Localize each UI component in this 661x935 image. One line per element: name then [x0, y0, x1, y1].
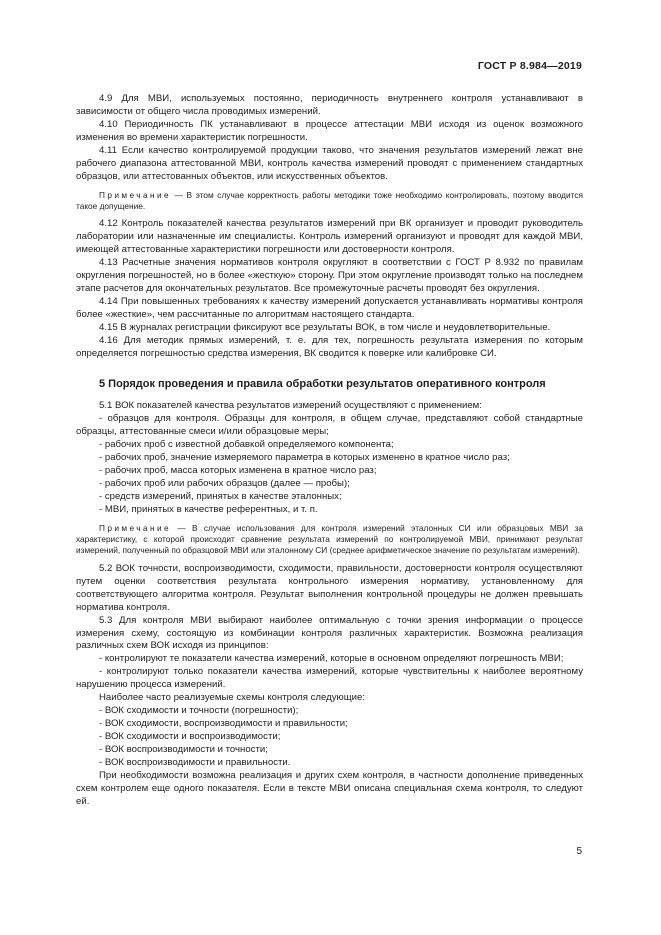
paragraph-4-9: 4.9 Для МВИ, используемых постоянно, периодичность внутреннего контроля устанавливают в зависимости от общего числа проводимых измерений.	[76, 93, 583, 117]
paragraph-5-3-final: При необходимости возможна реализация и других схем контроля, в частности дополнение приведенных схем контролем еще одного показателя. Если в тексте МВИ описана специальная схема контроля, то следуют ей.	[76, 770, 583, 807]
paragraph-4-13: 4.13 Расчетные значения нормативов контроля округляют в соответствии с ГОСТ Р 8.932 по правилам округления погрешностей, но в более «жесткую» сторону. При этом округление производят только на последнем этапе расчетов для окончательных результатов. Все промежуточные расчеты проводят без округления.	[76, 257, 583, 295]
paragraph-5-3-schemes: Наиболее часто реализуемые схемы контроля следующие:	[99, 692, 365, 704]
list-item: - ВОК воспроизводимости и точности;	[99, 744, 268, 756]
page-number: 5	[576, 846, 582, 857]
list-item: - ВОК сходимости и точности (погрешности);	[99, 705, 299, 717]
note-2-label: Примечание	[99, 522, 172, 533]
paragraph-4-12: 4.12 Контроль показателей качества результатов измерений при ВК организует и проводит руководитель лаборатории или назначенные им специалисты. Контроль измерений организуют и проводят для каждой МВИ, имеющей аттестованные характеристики погрешности или достоверности контроля.	[76, 218, 583, 256]
paragraph-5-2: 5.2 ВОК точности, воспроизводимости, сходимости, правильности, достоверности контроля осуществляют путем оценки соответствия результата контрольного измерения нормативу, установленному для соответствующего алгоритма контроля. Результат выполнения контрольной процедуры не должен превышать норматива контроля.	[76, 562, 583, 613]
note-1-label: Примечание	[99, 189, 172, 200]
paragraph-4-10: 4.10 Периодичность ПК устанавливают в процессе аттестации МВИ исходя из оценок возможного изменения во времени характеристик погрешности.	[76, 118, 583, 143]
paragraph-4-16: 4.16 Для методик прямых измерений, т. е. для тех, погрешность результата измерения по которым определяется погрешностью средства измерения, ВК сводится к поверке или калибровке СИ.	[76, 335, 583, 360]
note-1-text: — В этом случае корректность работы методики тоже необходимо контролировать, поэтому вводится такое допущение.	[76, 189, 583, 212]
paragraph-4-15: 4.15 В журналах регистрации фиксируют все результаты ВОК, в том числе и неудовлетворительные.	[99, 322, 551, 334]
note-2-text: — В случае использования для контроля измерений эталонных СИ или образцовых МВИ за характеристику, с которой происходит сравнение результата измерений по контролируемой МВИ, принимают результат измерений, полученный по образцовой МВИ или эталонному СИ (среднее арифметическое значение по результатам измерений).	[76, 522, 583, 556]
paragraph-5-1: 5.1 ВОК показателей качества результатов измерений осуществляют с применением:	[99, 399, 482, 411]
list-item: - рабочих проб, значение измеряемого параметра в которых изменено в кратное число раз;	[99, 451, 510, 463]
list-item: - образцов для контроля. Образцы для контроля, в общем случае, представляют собой стандартные образцы, аттестованные смеси и/или образцовые меры;	[76, 412, 583, 437]
list-item: - средств измерений, принятых в качестве эталонных;	[99, 490, 342, 502]
list-item: - контролируют те показатели качества измерений, которые в основном определяют погрешность МВИ;	[99, 653, 564, 665]
note-1	[76, 190, 583, 213]
standard-header: ГОСТ Р 8.984—2019	[477, 60, 582, 72]
document-body	[76, 93, 583, 809]
section-5-title: 5 Порядок проведения и правила обработки результатов оперативного контроля	[99, 377, 546, 390]
paragraph-5-3: 5.3 Для контроля МВИ выбирают наиболее оптимальную с точки зрения информации о процессе измерения схему, состоящую из комбинации контроля различных характеристик. Возможна реализация различных схем ВОК исходя из принципов:	[76, 614, 583, 652]
note-2	[76, 523, 583, 557]
list-item: - ВОК воспроизводимости и правильности.	[99, 757, 291, 769]
paragraph-4-14: 4.14 При повышенных требованиях к качеству измерений допускается устанавливать нормативы контроля более «жесткие», чем рассчитанные по алгоритмам настоящего стандарта.	[76, 296, 583, 321]
list-item: - ВОК сходимости и воспроизводимости;	[99, 731, 281, 743]
list-item: - рабочих проб с известной добавкой определяемого компонента;	[99, 438, 394, 450]
paragraph-4-11: 4.11 Если качество контролируемой продукции таково, что значения результатов измерений лежат вне рабочего диапазона аттестованной МВИ, контроль качества измерений проводят с применением стандартных образцов, или аттестованных объектов, или искусственных объектов.	[76, 144, 583, 182]
list-item: - МВИ, принятых в качестве референтных, и т. п.	[99, 503, 318, 515]
list-item: - рабочих проб или рабочих образцов (далее — пробы);	[99, 477, 350, 489]
list-item: - рабочих проб, масса которых изменена в кратное число раз;	[99, 464, 377, 476]
list-item: - контролируют только показатели качества измерений, которые чувствительны к наиболее вероятному нарушению процесса измерений.	[76, 666, 583, 691]
list-item: - ВОК сходимости, воспроизводимости и правильности;	[99, 718, 348, 730]
